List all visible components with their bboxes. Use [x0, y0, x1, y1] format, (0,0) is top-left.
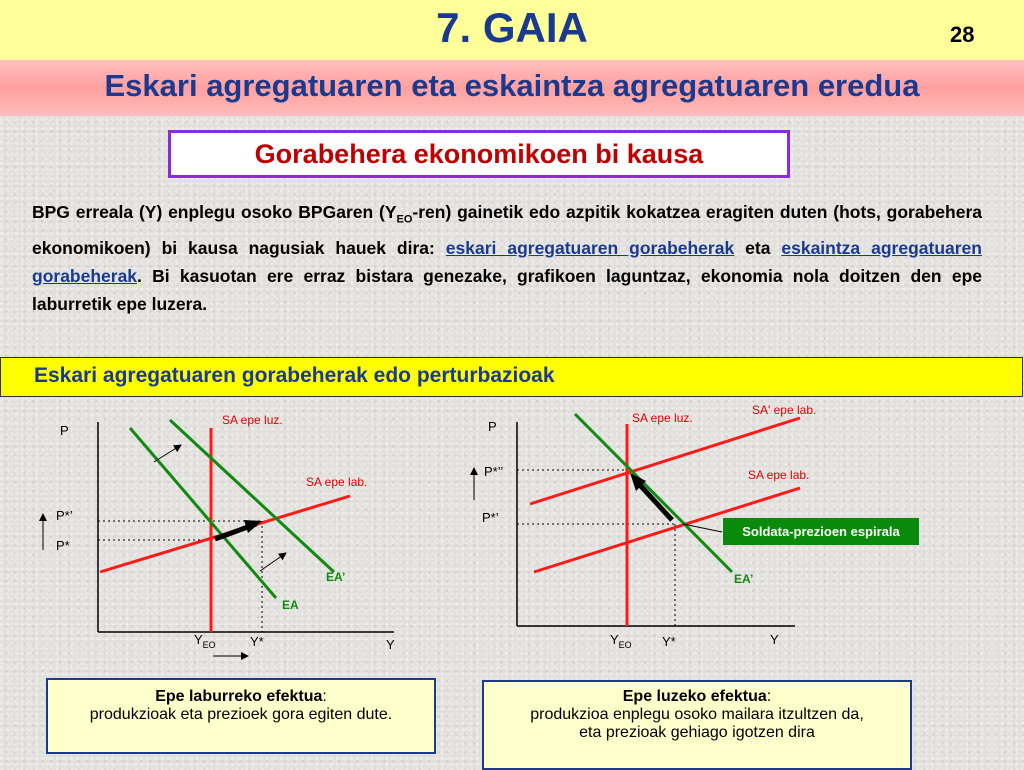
para-sub: EO — [396, 213, 413, 226]
intro-paragraph — [32, 198, 982, 318]
page-number: 28 — [950, 22, 975, 47]
left-ea-label: EA — [282, 598, 299, 612]
left-y-star-label: Y* — [250, 634, 264, 649]
section-heading: Gorabehera ekonomikoen bi kausa — [168, 130, 790, 178]
banner-text: Eskari agregatuaren gorabeherak edo perturbazioak — [34, 364, 555, 387]
left-sa-short-label: SA epe lab. — [306, 475, 368, 489]
left-shift-arrow-bottom — [260, 553, 286, 571]
long-term-text-1: produkzioa enplegu osoko mailara itzultzen da, — [530, 706, 864, 723]
right-spiral-arrow — [639, 484, 672, 520]
right-chart — [450, 400, 970, 668]
left-equilibrium-arrowhead — [244, 520, 262, 533]
right-p-star-dprime-label: P*’’ — [484, 464, 504, 479]
left-chart — [30, 400, 430, 668]
right-sa-prime-line — [530, 418, 800, 504]
right-ea-prime-line — [575, 414, 732, 572]
right-y-label: Y — [770, 632, 779, 647]
left-p-label: P — [60, 423, 69, 438]
short-term-text: produkzioak eta prezioek gora egiten dute. — [89, 706, 393, 723]
long-term-note: Epe luzeko efektua: produkzioa enplegu osoko mailara itzultzen da, eta prezioak gehiago igotzen dira — [482, 680, 912, 770]
right-y-eo-label — [610, 632, 632, 650]
short-term-note: Epe laburreko efektua: produkzioak eta prezioek gora egiten dute. — [46, 678, 436, 754]
right-sa-short-label: SA epe lab. — [748, 468, 810, 482]
left-y-eo-label — [194, 632, 216, 650]
page-title: 7. GAIA — [436, 4, 588, 51]
right-y-eo-sub: EO — [618, 640, 632, 650]
right-ea-prime-label: EA’ — [734, 572, 754, 586]
para-text-1: BPG erreala (Y) enplegu osoko BPGaren (Y — [32, 202, 397, 222]
left-y-eo-main: Y — [194, 632, 203, 647]
left-p-star-label: P* — [56, 538, 70, 553]
right-sa-prime-label: SA' epe lab. — [752, 403, 817, 417]
left-ea-prime-line — [170, 420, 334, 572]
page-subtitle: Eskari agregatuaren eta eskaintza agregatuaren eredua — [104, 68, 920, 103]
left-ea-prime-label: EA’ — [326, 570, 346, 584]
link-supply-fluctuations[interactable]: eskaintza agregatuaren gorabeherak — [32, 237, 982, 286]
para-text-2: -ren) gainetik edo azpitik kokatzea eragiten duten (hots, gorabehera ekonomikoen) bi kausa nagusiak hauek dira: — [32, 202, 982, 258]
short-term-title: Epe laburreko efektua — [155, 688, 323, 705]
para-text-4: . Bi kasuotan ere erraz bistara genezake, grafikoen laguntzaz, ekonomia nola doitzen den epe laburretik epe luzera. — [32, 265, 982, 314]
long-term-text-2: eta prezioak gehiago igotzen dira — [579, 724, 815, 741]
right-p-label: P — [488, 419, 497, 434]
left-shift-arrow-top — [154, 445, 181, 462]
left-p-star-prime-label: P*’ — [56, 508, 73, 523]
link-demand-fluctuations[interactable]: eskari agregatuaren gorabeherak — [445, 237, 735, 258]
left-ea-line — [130, 428, 276, 598]
right-callout-text: Soldata-prezioen espirala — [742, 524, 900, 539]
right-y-eo-main: Y — [610, 632, 619, 647]
right-p-star-prime-label: P*’ — [482, 510, 499, 525]
left-sa-long-label: SA epe luz. — [222, 413, 283, 427]
right-y-star-label: Y* — [662, 634, 676, 649]
left-y-label: Y — [386, 637, 395, 652]
para-text-3: eta — [734, 237, 782, 258]
right-sa-long-label: SA epe luz. — [632, 411, 693, 425]
left-y-eo-sub: EO — [202, 640, 216, 650]
long-term-title: Epe luzeko efektua — [622, 688, 767, 705]
